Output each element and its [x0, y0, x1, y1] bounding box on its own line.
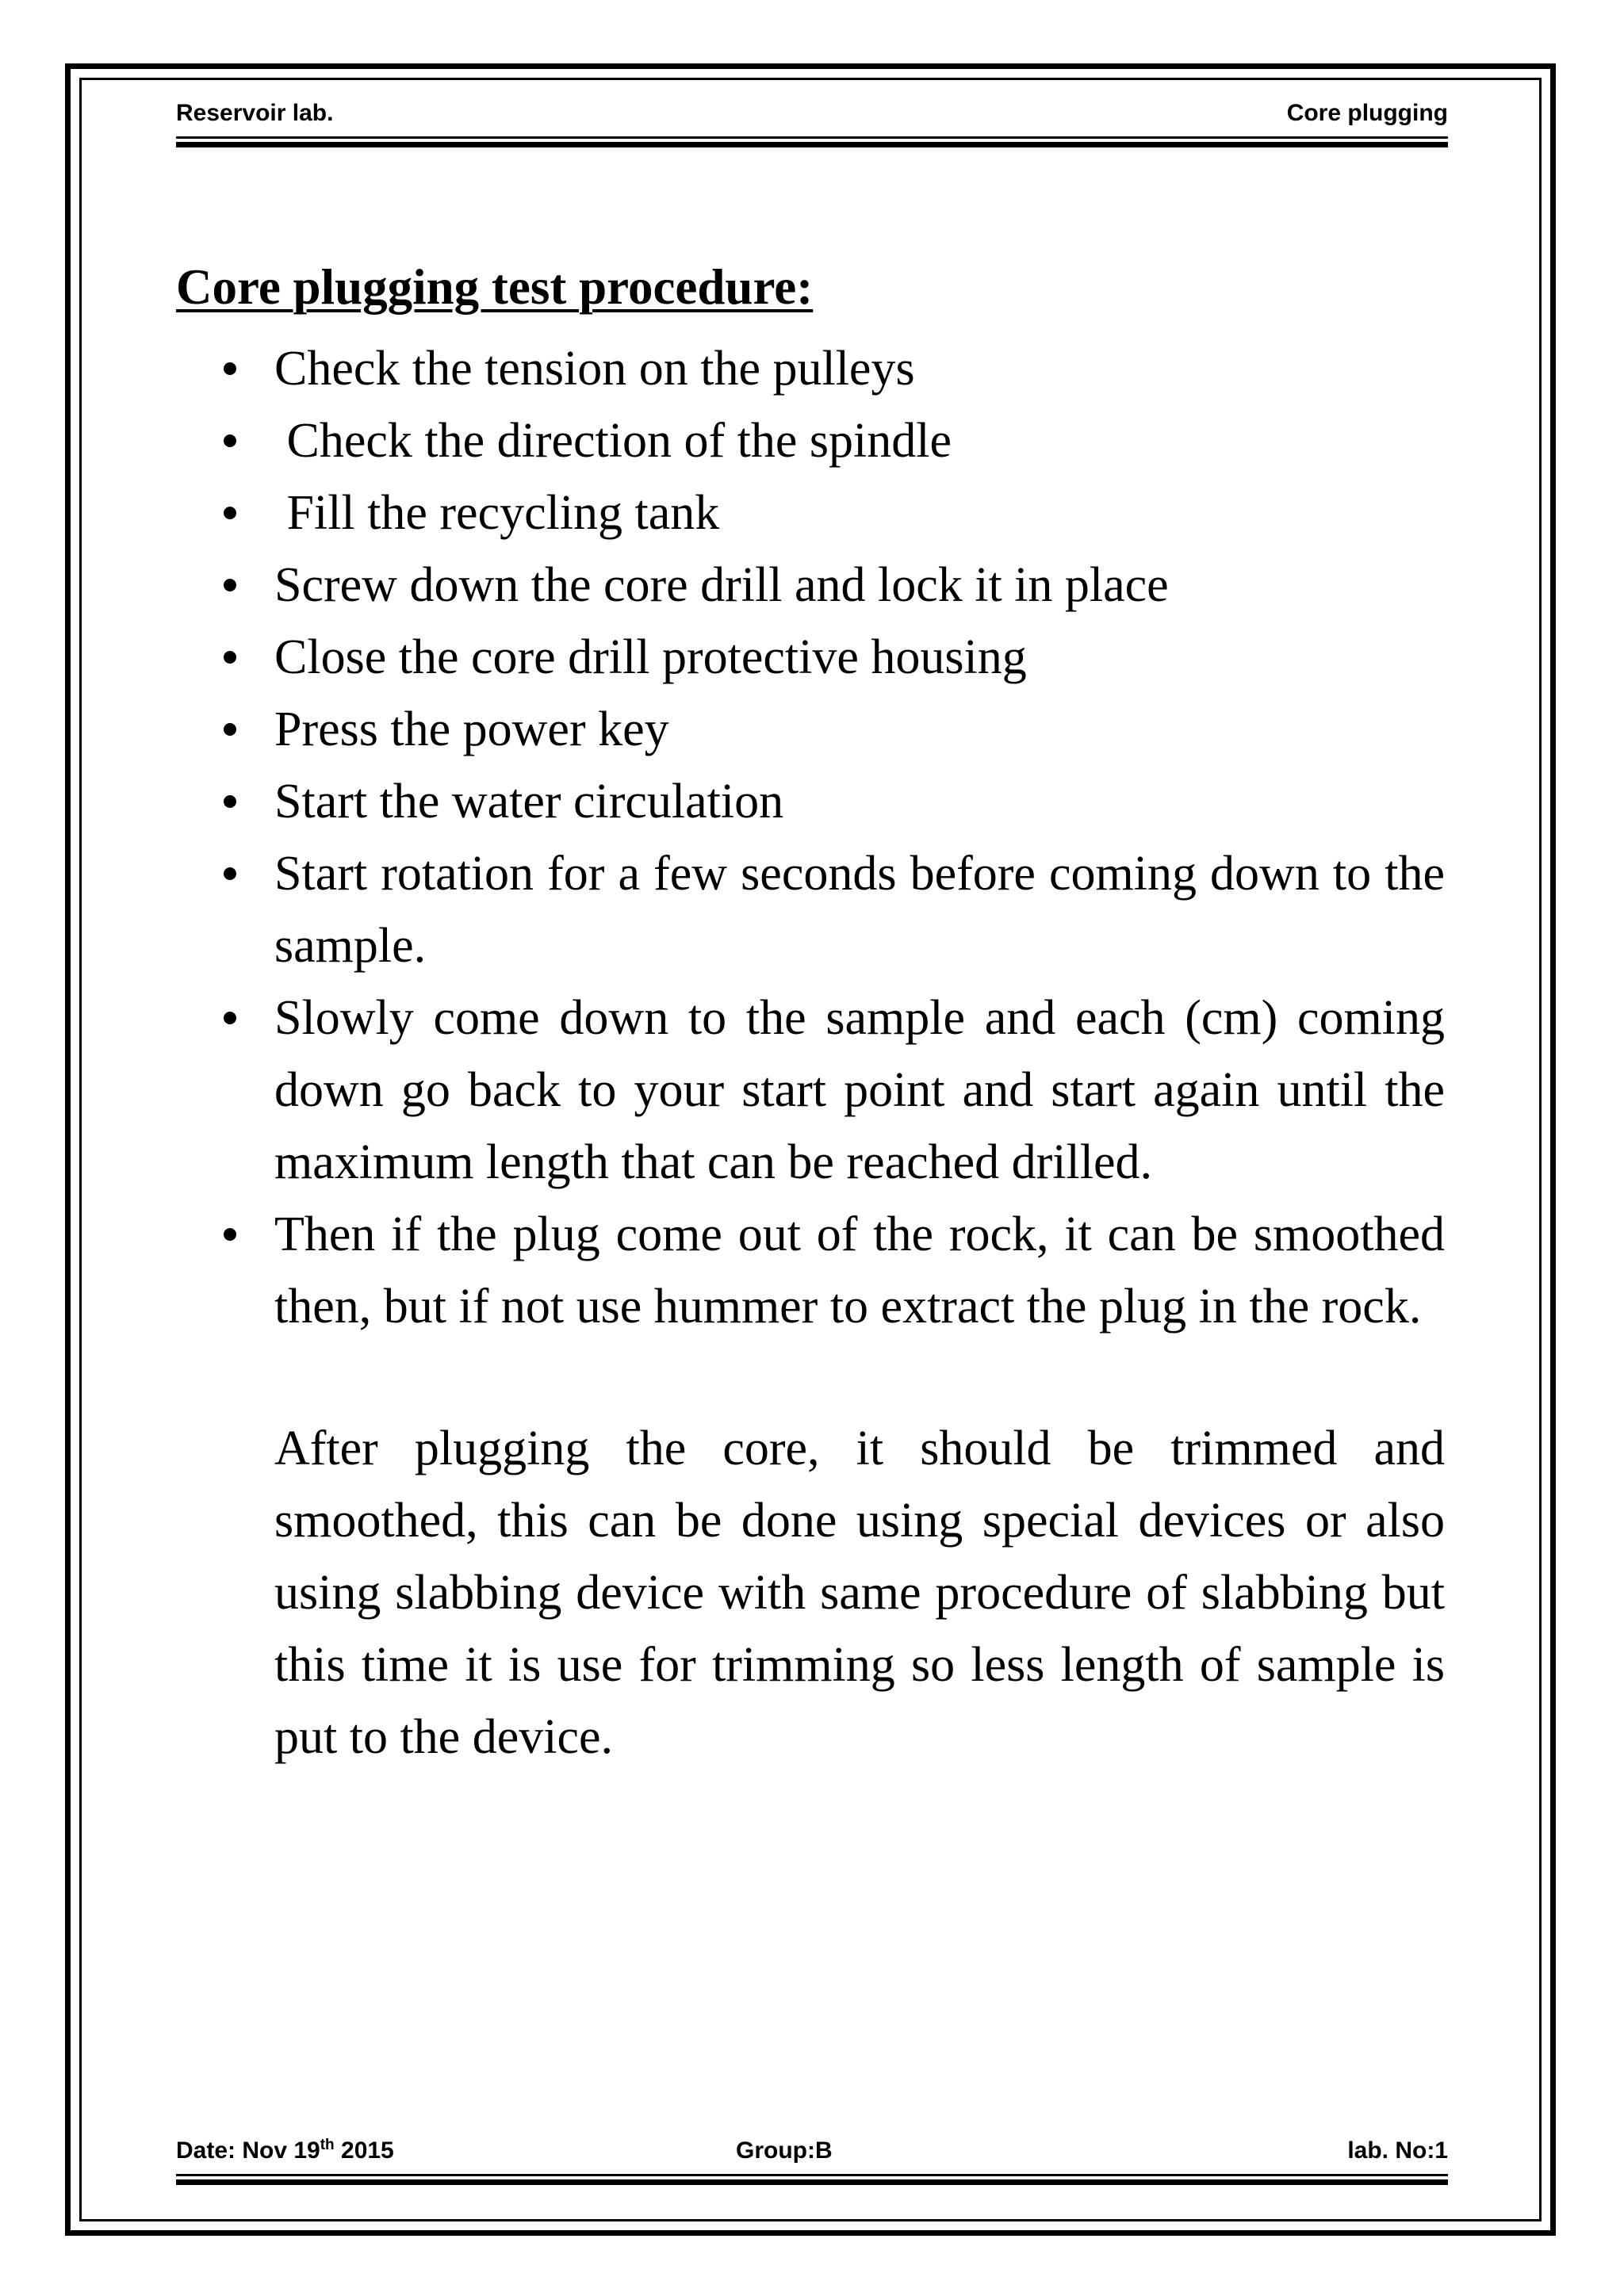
closing-paragraph: After plugging the core, it should be trimmed and smoothed, this can be done using special devices or also using slabbing device with same procedure of slabbing but this time it is use for trimming so less length of sample is put to the device.	[274, 1422, 1445, 1764]
list-item-text: Check the direction of the spindle	[274, 414, 952, 468]
bullet-icon	[224, 507, 236, 519]
bullet-icon	[224, 1012, 236, 1024]
page-header	[176, 100, 1448, 135]
list-item-text: Check the tension on the pulleys	[274, 342, 915, 396]
bullet-icon	[224, 362, 236, 375]
footer-rule-thick	[176, 2179, 1448, 2185]
list-item-text: Start rotation for a few seconds before coming down to the sample.	[274, 847, 1445, 973]
bullet-icon	[224, 867, 236, 880]
list-item	[176, 838, 1445, 982]
list-item-text: Then if the plug come out of the rock, it can be smoothed then, but if not use hummer to extract the plug in the rock.	[274, 1207, 1445, 1334]
bullet-icon	[224, 795, 236, 808]
list-item	[176, 1199, 1445, 1343]
footer-group: Group:B	[736, 2137, 833, 2164]
list-item-text: Close the core drill protective housing	[274, 630, 1027, 684]
list-item	[176, 766, 1445, 838]
procedure-list	[176, 333, 1445, 1343]
bullet-icon	[224, 723, 236, 736]
footer-lab-no: lab. No:1	[1347, 2137, 1448, 2164]
bullet-icon	[224, 1228, 236, 1241]
list-item	[176, 477, 1445, 549]
footer-date	[176, 2137, 394, 2164]
bullet-icon	[224, 651, 236, 664]
list-item-text: Screw down the core drill and lock it in place	[274, 558, 1169, 612]
list-item-text: Start the water circulation	[274, 775, 784, 828]
footer-rule-thin	[176, 2174, 1448, 2176]
header-left: Reservoir lab.	[176, 100, 334, 126]
list-item	[176, 405, 1445, 477]
list-item	[176, 333, 1445, 405]
list-item-text: Fill the recycling tank	[274, 486, 720, 540]
page-footer	[176, 2137, 1448, 2172]
footer-date-sup: th	[320, 2137, 335, 2153]
list-item	[176, 694, 1445, 766]
bullet-icon	[224, 434, 236, 447]
header-right: Core plugging	[1286, 100, 1448, 126]
list-item	[176, 982, 1445, 1199]
main-content	[176, 255, 1445, 1774]
list-item	[176, 622, 1445, 694]
footer-date-suffix: 2015	[334, 2137, 394, 2164]
section-title: Core plugging test procedure:	[176, 259, 814, 315]
list-item-text: Slowly come down to the sample and each (cm) coming down go back to your start point and start again until the maximum length that can be reached drilled.	[274, 991, 1445, 1189]
header-rule-thick	[176, 142, 1448, 147]
bullet-icon	[224, 579, 236, 591]
header-rule-thin	[176, 136, 1448, 139]
list-item-text: Press the power key	[274, 702, 669, 756]
footer-date-prefix: Date: Nov 19	[176, 2137, 320, 2164]
list-item	[176, 549, 1445, 622]
